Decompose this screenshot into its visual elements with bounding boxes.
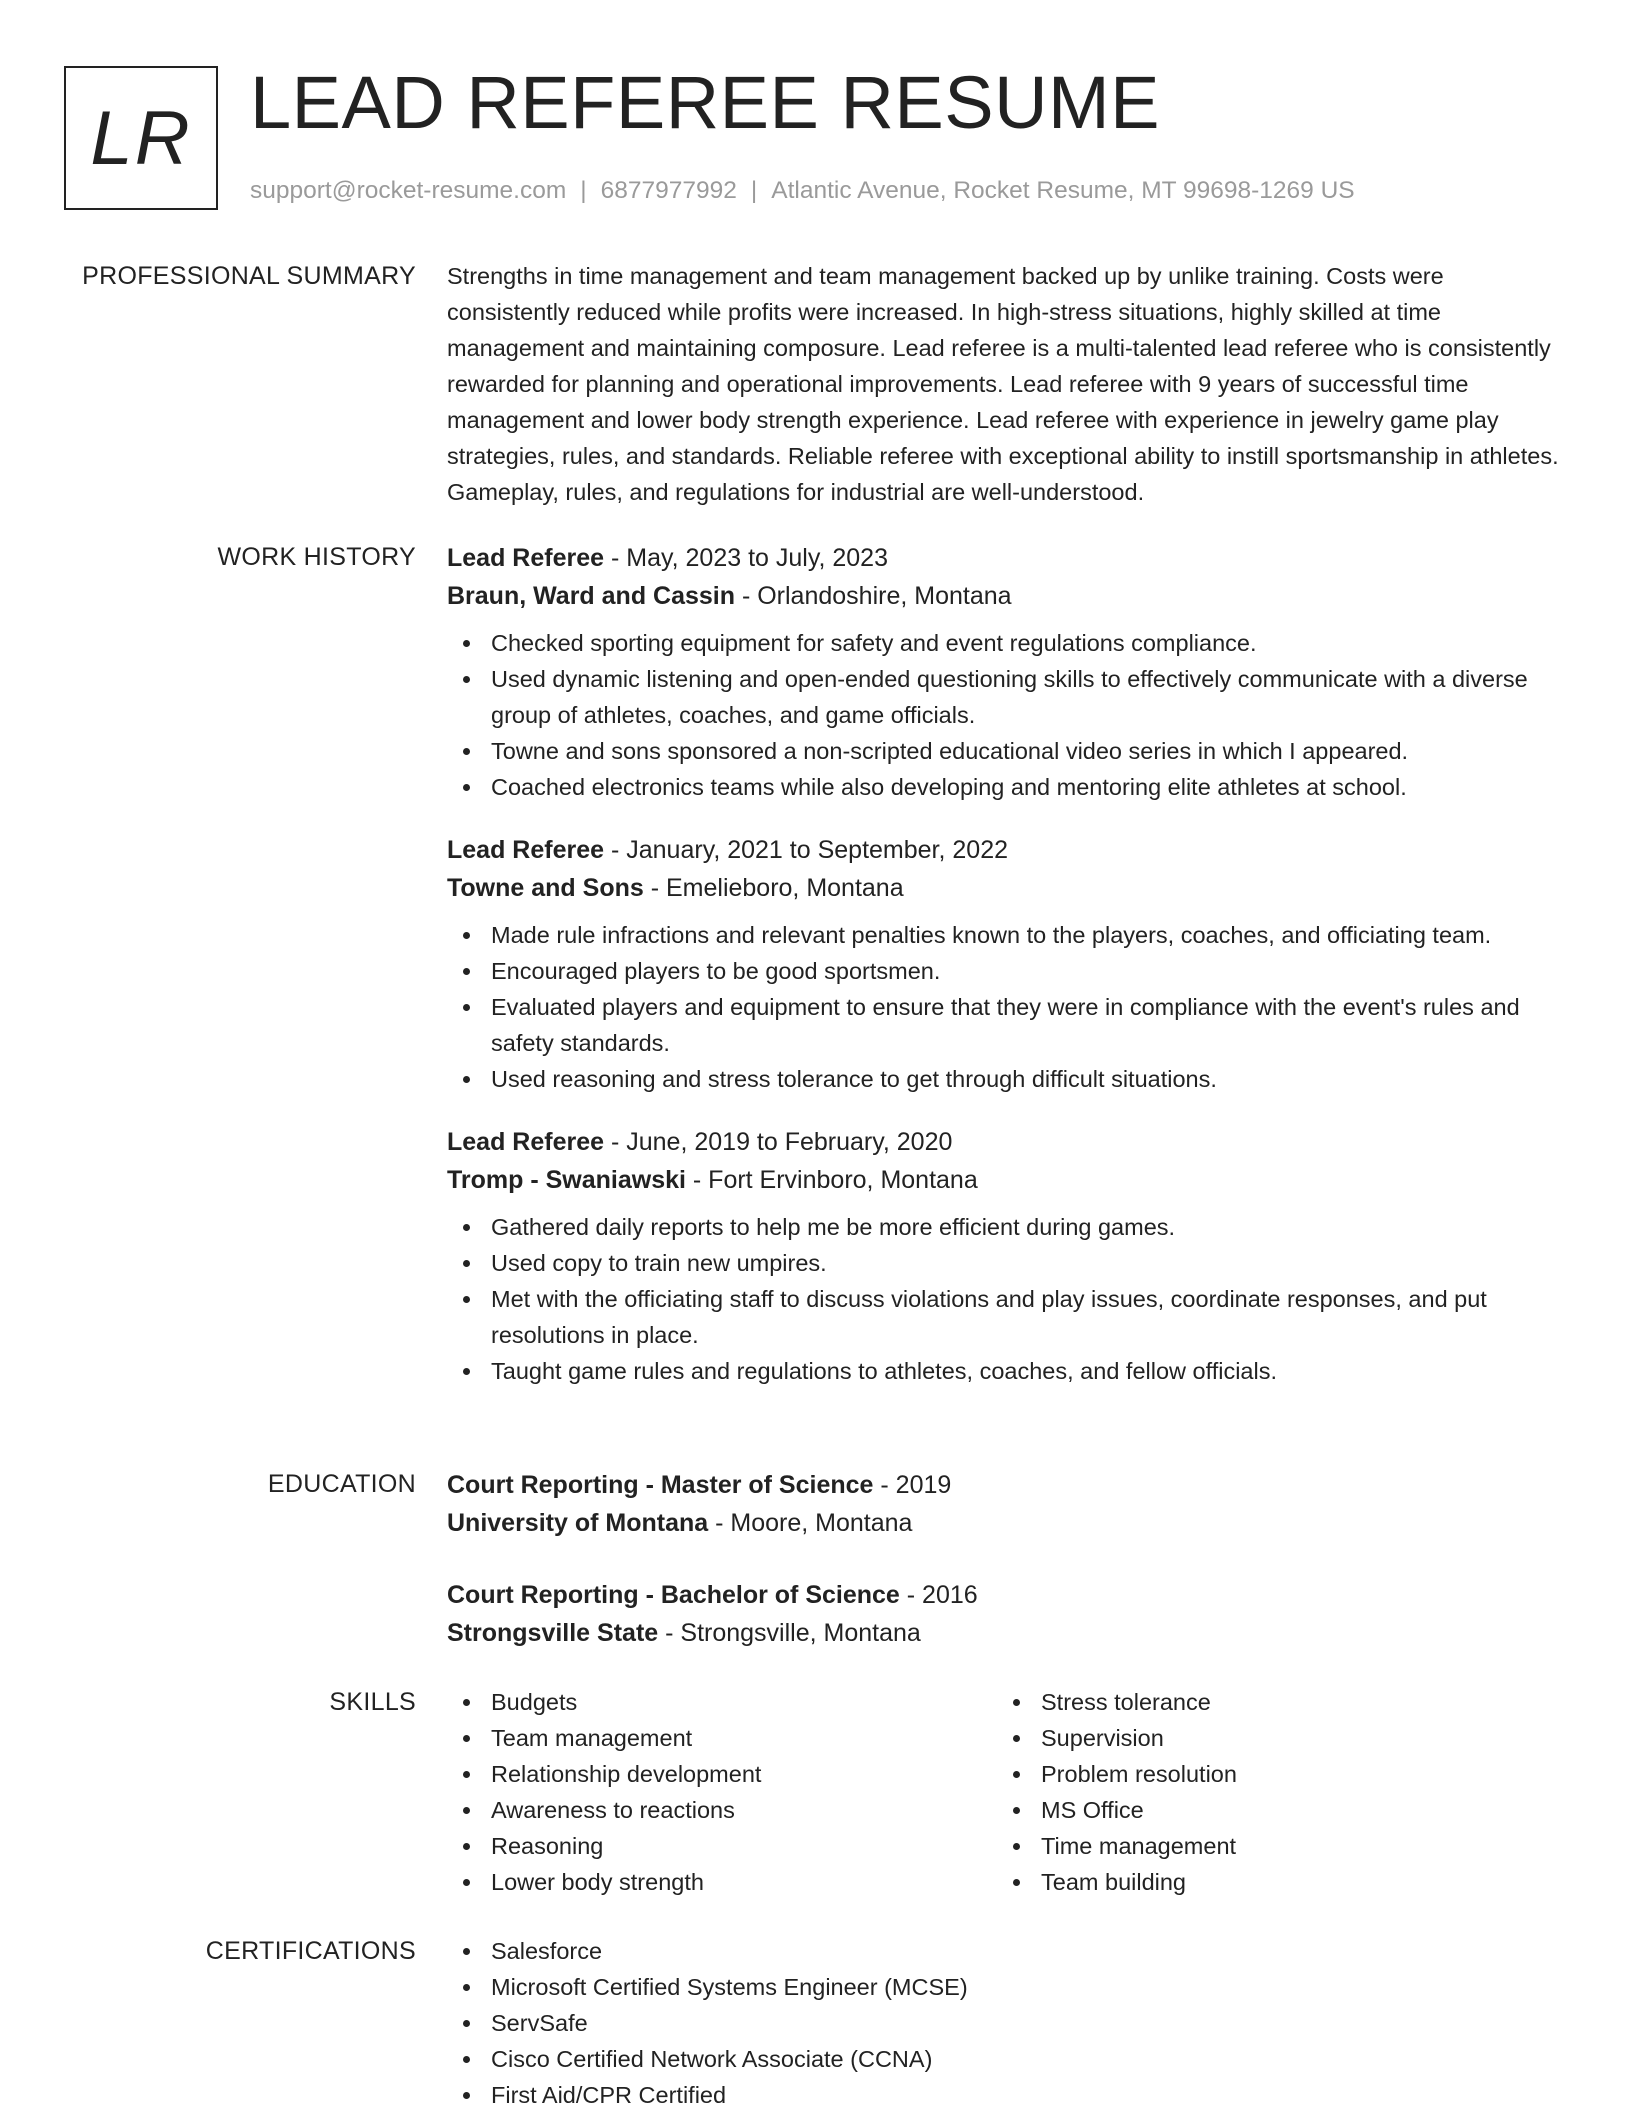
education-entry bbox=[447, 1576, 1567, 1652]
skill-item: Team management bbox=[447, 1720, 997, 1756]
work-list bbox=[447, 539, 1567, 1389]
job-entry bbox=[447, 1123, 1567, 1389]
job-title: Lead Referee bbox=[447, 544, 605, 572]
skill-item: Time management bbox=[997, 1828, 1547, 1864]
education-location: - Moore, Montana bbox=[708, 1509, 913, 1537]
job-title: Lead Referee bbox=[447, 836, 605, 864]
skill-item: Awareness to reactions bbox=[447, 1792, 997, 1828]
job-entry bbox=[447, 831, 1567, 1097]
job-bullet: Made rule infractions and relevant penalties known to the players, coaches, and officiating team. bbox=[447, 917, 1567, 953]
education-school: University of Montana bbox=[447, 1509, 709, 1537]
section-label-summary: PROFESSIONAL SUMMARY bbox=[82, 262, 416, 290]
skill-item: Lower body strength bbox=[447, 1864, 997, 1900]
job-title: Lead Referee bbox=[447, 1128, 605, 1156]
job-bullets bbox=[447, 1209, 1567, 1389]
skills-grid bbox=[447, 1684, 1567, 1900]
education-degree: Court Reporting - Bachelor of Science bbox=[447, 1581, 900, 1609]
job-location: - Emelieboro, Montana bbox=[643, 874, 904, 902]
skill-item: Supervision bbox=[997, 1720, 1547, 1756]
education-location: - Strongsville, Montana bbox=[658, 1619, 921, 1647]
skill-item: Relationship development bbox=[447, 1756, 997, 1792]
contact-line bbox=[250, 176, 1355, 206]
certifications-list-wrap bbox=[447, 1933, 1567, 2112]
contact-phone: 6877977992 bbox=[600, 177, 737, 204]
education-degree: Court Reporting - Master of Science bbox=[447, 1471, 874, 1499]
resume-title: LEAD REFEREE RESUME bbox=[250, 61, 1161, 144]
job-bullet: Encouraged players to be good sportsmen. bbox=[447, 953, 1567, 989]
education-degree-line bbox=[447, 1466, 1567, 1504]
job-title-line bbox=[447, 539, 1567, 577]
job-bullet: Coached electronics teams while also developing and mentoring elite athletes at school. bbox=[447, 769, 1567, 805]
education-year: - 2019 bbox=[873, 1471, 952, 1499]
certifications-list bbox=[447, 1933, 1567, 2112]
job-location: - Fort Ervinboro, Montana bbox=[685, 1166, 978, 1194]
job-bullet: Towne and sons sponsored a non-scripted educational video series in which I appeared. bbox=[447, 733, 1567, 769]
job-entry bbox=[447, 539, 1567, 805]
skill-item: Budgets bbox=[447, 1684, 997, 1720]
job-title-line bbox=[447, 1123, 1567, 1161]
job-dates: - January, 2021 to September, 2022 bbox=[604, 836, 1008, 864]
certification-item: Cisco Certified Network Associate (CCNA) bbox=[447, 2041, 1567, 2077]
job-company: Braun, Ward and Cassin bbox=[447, 582, 736, 610]
job-company: Towne and Sons bbox=[447, 874, 644, 902]
monogram-initials: LR bbox=[90, 95, 192, 181]
skills-column-right bbox=[997, 1684, 1547, 1900]
job-bullet: Met with the officiating staff to discuss violations and play issues, coordinate responses, and put resolutions in place. bbox=[447, 1281, 1567, 1353]
contact-separator: | bbox=[580, 177, 587, 204]
contact-separator: | bbox=[750, 177, 758, 204]
skill-item: Stress tolerance bbox=[997, 1684, 1547, 1720]
job-title-line bbox=[447, 831, 1567, 869]
job-bullet: Gathered daily reports to help me be more efficient during games. bbox=[447, 1209, 1567, 1245]
job-company-line bbox=[447, 1161, 1567, 1199]
job-dates: - June, 2019 to February, 2020 bbox=[604, 1128, 953, 1156]
section-label-skills: SKILLS bbox=[329, 1688, 416, 1716]
education-year: - 2016 bbox=[899, 1581, 978, 1609]
job-bullet: Used copy to train new umpires. bbox=[447, 1245, 1567, 1281]
skills-column-left bbox=[447, 1684, 997, 1900]
job-dates: - May, 2023 to July, 2023 bbox=[604, 544, 888, 572]
education-school-line bbox=[447, 1504, 1567, 1542]
job-company-line bbox=[447, 577, 1567, 615]
education-school: Strongsville State bbox=[447, 1619, 659, 1647]
job-bullets bbox=[447, 917, 1567, 1097]
skill-item: Reasoning bbox=[447, 1828, 997, 1864]
certification-item: First Aid/CPR Certified bbox=[447, 2077, 1567, 2112]
section-label-education: EDUCATION bbox=[267, 1470, 416, 1498]
education-degree-line bbox=[447, 1576, 1567, 1614]
job-bullets bbox=[447, 625, 1567, 805]
certification-item: Salesforce bbox=[447, 1933, 1567, 1969]
job-company-line bbox=[447, 869, 1567, 907]
section-label-certifications: CERTIFICATIONS bbox=[205, 1937, 416, 1965]
skill-item: Problem resolution bbox=[997, 1756, 1547, 1792]
job-bullet: Used dynamic listening and open-ended questioning skills to effectively communicate with a diverse group of athletes, coaches, and game officials. bbox=[447, 661, 1567, 733]
monogram-box bbox=[64, 66, 218, 210]
education-school-line bbox=[447, 1614, 1567, 1652]
job-bullet: Checked sporting equipment for safety and event regulations compliance. bbox=[447, 625, 1567, 661]
job-company: Tromp - Swaniawski bbox=[447, 1166, 686, 1194]
contact-address: Atlantic Avenue, Rocket Resume, MT 99698-1269 US bbox=[771, 177, 1355, 204]
section-label-work: WORK HISTORY bbox=[217, 543, 416, 571]
certification-item: ServSafe bbox=[447, 2005, 1567, 2041]
skill-item: MS Office bbox=[997, 1792, 1547, 1828]
job-location: - Orlandoshire, Montana bbox=[735, 582, 1012, 610]
education-list bbox=[447, 1466, 1567, 1652]
job-bullet: Used reasoning and stress tolerance to get through difficult situations. bbox=[447, 1061, 1567, 1097]
certification-item: Microsoft Certified Systems Engineer (MCSE) bbox=[447, 1969, 1567, 2005]
job-bullet: Evaluated players and equipment to ensure that they were in compliance with the event's rules and safety standards. bbox=[447, 989, 1567, 1061]
education-entry bbox=[447, 1466, 1567, 1542]
skill-item: Team building bbox=[997, 1864, 1547, 1900]
summary-text: Strengths in time management and team management backed up by unlike training. Costs were consistently reduced while profits were increased. In high-stress situations, highly skilled at time management and maintaining composure. Lead referee is a multi-talented lead referee who is consistently rewarded for planning and operational improvements. Lead referee with 9 years of successful time management and lower body strength experience. Lead referee with experience in jewelry game play strategies, rules, and standards. Reliable referee with exceptional ability to instill sportsmanship in athletes. Gameplay, rules, and regulations for industrial are well-understood. bbox=[447, 263, 1559, 505]
contact-email: support@rocket-resume.com bbox=[250, 177, 567, 204]
job-bullet: Taught game rules and regulations to athletes, coaches, and fellow officials. bbox=[447, 1353, 1567, 1389]
